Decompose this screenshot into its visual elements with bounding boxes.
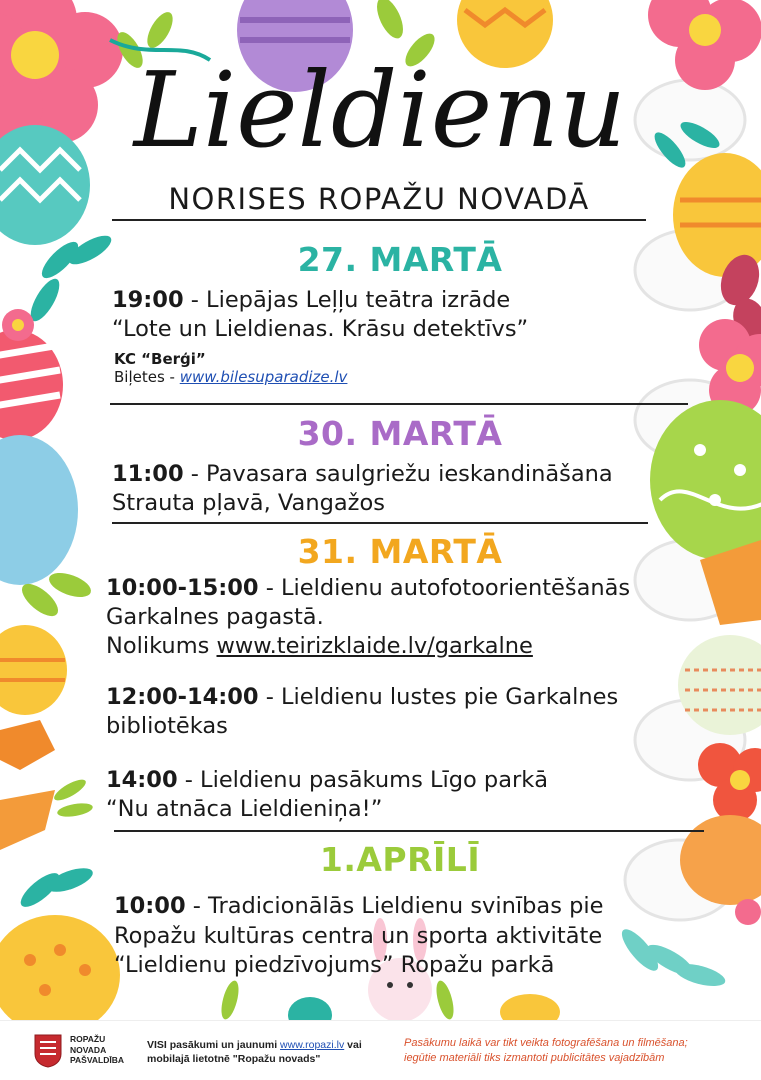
tickets-link[interactable]: www.bilesuparadize.lv bbox=[179, 368, 348, 386]
subtitle: NORISES ROPAŽU NOVADĀ bbox=[168, 182, 590, 216]
notice-line: iegūtie materiāli tiks izmantoti publicitātes vajadzībām bbox=[404, 1052, 665, 1064]
event-item bbox=[112, 286, 642, 344]
website-link[interactable]: www.ropazi.lv bbox=[280, 1039, 345, 1051]
org-line: NOVADA bbox=[70, 1044, 107, 1055]
event-item bbox=[106, 766, 666, 824]
event-detail: “Lote un Lieldienas. Krāsu detektīvs” bbox=[112, 316, 529, 342]
org-line: PAŠVALDĪBA bbox=[70, 1055, 124, 1065]
footer-info-text: vai mobilajā lietotnē "Ropažu novads" bbox=[147, 1039, 362, 1065]
municipality-crest-icon bbox=[34, 1034, 62, 1068]
event-time: 14:00 bbox=[106, 767, 178, 793]
poster-title bbox=[0, 28, 761, 188]
event-title: - Pavasara saulgriežu ieskandināšana bbox=[183, 461, 613, 487]
event-detail: “Nu atnāca Lieldieniņa!” bbox=[106, 796, 383, 822]
event-title: - Tradicionālās Lieldienu svinības pie bbox=[185, 893, 604, 919]
event-item bbox=[112, 460, 692, 518]
event-title: - Lieldienu autofotoorientēšanās bbox=[258, 575, 631, 601]
event-time: 11:00 bbox=[112, 461, 184, 487]
photo-notice bbox=[404, 1036, 754, 1066]
divider bbox=[112, 219, 646, 221]
divider bbox=[114, 830, 704, 832]
event-detail: Strauta pļavā, Vangažos bbox=[112, 490, 385, 516]
event-item bbox=[114, 892, 714, 981]
event-item bbox=[106, 683, 666, 741]
date-heading-1-april: 1.APRĪLĪ bbox=[319, 840, 481, 879]
divider bbox=[112, 522, 648, 524]
tickets-line bbox=[114, 368, 347, 386]
rules-label: Nolikums bbox=[106, 633, 217, 659]
event-detail: Garkalnes pagastā. bbox=[106, 604, 324, 630]
event-title: - Lieldienu lustes pie Garkalnes bbox=[258, 684, 619, 710]
divider bbox=[110, 403, 688, 405]
municipality-name bbox=[70, 1034, 124, 1066]
event-title: - Liepājas Leļļu teātra izrāde bbox=[183, 287, 511, 313]
event-detail: bibliotēkas bbox=[106, 713, 228, 739]
date-heading-31-march: 31. MARTĀ bbox=[297, 532, 503, 571]
org-line: ROPAŽU bbox=[70, 1034, 106, 1044]
event-time: 10:00-15:00 bbox=[106, 575, 259, 601]
date-heading-30-march: 30. MARTĀ bbox=[297, 414, 503, 453]
notice-line: Pasākumu laikā var tikt veikta fotografēšana un filmēšana; bbox=[404, 1037, 688, 1049]
title-text: Lieldienu bbox=[133, 49, 627, 171]
event-time: 10:00 bbox=[114, 893, 186, 919]
rules-link[interactable]: www.teirizklaide.lv/garkalne bbox=[216, 633, 533, 659]
event-time: 12:00-14:00 bbox=[106, 684, 259, 710]
event-detail: Ropažu kultūras centra un sporta aktivitāte bbox=[114, 922, 603, 949]
footer-info bbox=[147, 1038, 387, 1066]
event-item bbox=[106, 574, 702, 661]
event-title: - Lieldienu pasākums Līgo parkā bbox=[177, 767, 549, 793]
date-heading-27-march: 27. MARTĀ bbox=[297, 240, 503, 279]
event-detail: “Lieldienu piedzīvojums” Ropažu parkā bbox=[114, 952, 555, 978]
event-time: 19:00 bbox=[112, 287, 184, 313]
event-venue: KC “Berģi” bbox=[114, 350, 206, 368]
footer-info-text: VISI pasākumi un jaunumi bbox=[147, 1039, 281, 1051]
tickets-label: Biļetes - bbox=[114, 368, 180, 386]
